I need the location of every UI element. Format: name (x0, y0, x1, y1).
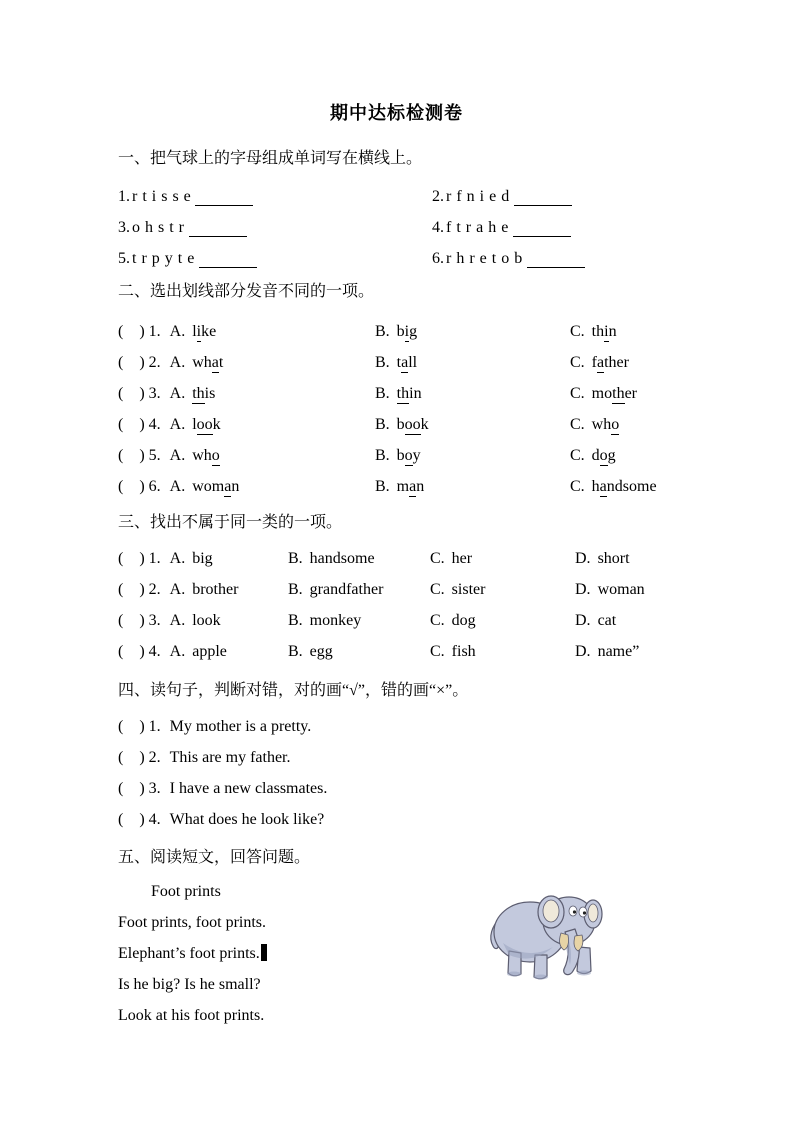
word-post: n (231, 478, 240, 495)
word-underlined: a (224, 478, 232, 495)
answer-blank[interactable] (195, 188, 253, 206)
option-word: her (451, 550, 473, 567)
answer-blank[interactable] (527, 250, 585, 268)
option-word (397, 447, 421, 466)
option-word: short (597, 550, 630, 567)
option-label: C. (430, 643, 445, 660)
scramble-letters: r t i s s e (132, 188, 192, 205)
unscramble-item (432, 243, 585, 274)
word-post: in (409, 385, 422, 402)
word-underlined: o (211, 447, 220, 464)
option-cell (570, 471, 657, 502)
word-underlined: o (404, 447, 413, 464)
scramble-letters: t r p y t e (132, 250, 195, 267)
section-3-rows (118, 543, 680, 667)
option-cell (430, 574, 485, 605)
passage-line: Is he big? Is he small? (118, 976, 261, 993)
answer-paren[interactable]: ( ) 2. (118, 581, 161, 598)
item-number: 2. (432, 188, 444, 205)
word-pre: wh (192, 354, 212, 371)
text-cursor (261, 944, 267, 961)
option-label: A. (169, 323, 186, 340)
answer-paren[interactable]: ( ) 3. (118, 385, 161, 402)
passage-title: Foot prints (151, 883, 221, 900)
question-cell (118, 574, 238, 605)
option-label: C. (570, 385, 585, 402)
option-word (192, 354, 223, 373)
option-word (397, 478, 425, 497)
passage-line: Look at his foot prints. (118, 1007, 265, 1024)
question-cell (118, 440, 220, 471)
option-cell (575, 636, 639, 667)
option-word: big (192, 550, 213, 567)
word-underlined: oo (404, 416, 421, 433)
word-pre: b (396, 447, 405, 464)
row (118, 181, 680, 212)
option-cell (575, 605, 616, 636)
question-cell (118, 347, 223, 378)
word-pre: l (192, 416, 197, 433)
option-word: grandfather (309, 581, 384, 598)
section-2-heading: 二、选出划线部分发音不同的一项。 (118, 283, 375, 300)
option-cell (570, 409, 619, 440)
row (118, 347, 680, 378)
word-pre: wh (591, 416, 612, 433)
word-underlined: th (396, 385, 410, 402)
word-underlined: th (192, 385, 205, 402)
option-word (592, 323, 617, 342)
row (118, 773, 680, 804)
option-cell (570, 316, 617, 347)
word-post: g (607, 447, 616, 464)
option-cell (375, 378, 422, 409)
option-word (397, 416, 429, 435)
word-pre: t (396, 354, 402, 371)
question-cell (118, 636, 227, 667)
option-word (397, 354, 417, 373)
option-label: A. (169, 581, 186, 598)
row (118, 804, 680, 835)
passage-line: Foot prints, foot prints. (118, 914, 267, 931)
option-cell (570, 347, 629, 378)
section-2-rows (118, 316, 680, 502)
option-label: A. (169, 643, 186, 660)
option-label: A. (169, 550, 186, 567)
option-cell (288, 636, 333, 667)
option-word (592, 385, 637, 404)
option-cell (430, 636, 476, 667)
section-unscramble (118, 148, 680, 274)
word-underlined: i (404, 323, 410, 340)
row (118, 316, 680, 347)
unscramble-item (432, 212, 571, 243)
option-label: A. (169, 612, 186, 629)
answer-blank[interactable] (513, 219, 571, 237)
option-label: D. (575, 581, 591, 598)
question-cell (118, 316, 216, 347)
answer-paren[interactable]: ( ) 2. (118, 749, 161, 766)
option-label: D. (575, 612, 591, 629)
word-post: k (420, 416, 429, 433)
row (118, 605, 680, 636)
word-post: ll (408, 354, 418, 371)
section-3-heading: 三、找出不属于同一类的一项。 (118, 514, 343, 531)
option-label: A. (169, 416, 186, 433)
word-underlined: oo (196, 416, 213, 433)
option-word: cat (597, 612, 617, 629)
option-label: B. (375, 354, 390, 371)
answer-paren[interactable]: ( ) 1. (118, 550, 161, 567)
option-word: monkey (309, 612, 362, 629)
word-post: ndsome (606, 478, 657, 495)
word-post: g (409, 323, 418, 340)
section-odd-one-out (118, 512, 680, 667)
option-cell (288, 543, 375, 574)
option-label: B. (375, 323, 390, 340)
option-word (192, 447, 220, 466)
section-5-heading: 五、阅读短文，回答问题。 (118, 849, 311, 866)
option-cell (288, 574, 383, 605)
option-label: B. (375, 416, 390, 433)
option-cell (575, 543, 630, 574)
option-cell (375, 440, 421, 471)
option-label: C. (570, 478, 585, 495)
option-word: name” (597, 643, 640, 660)
word-post: t (218, 354, 224, 371)
word-pre: th (591, 323, 605, 340)
section-4-rows (118, 711, 680, 835)
word-underlined: i (604, 323, 609, 340)
answer-blank[interactable] (189, 219, 247, 237)
option-label: C. (570, 447, 585, 464)
option-label: B. (288, 612, 303, 629)
option-word: dog (451, 612, 476, 629)
option-word: woman (597, 581, 645, 598)
option-word (397, 385, 422, 404)
question-cell (118, 605, 221, 636)
option-label: B. (375, 478, 390, 495)
option-label: B. (375, 447, 390, 464)
item-number: 1. (118, 188, 130, 205)
scramble-letters: r f n i e d (446, 188, 510, 205)
row (118, 471, 680, 502)
word-pre: mo (591, 385, 613, 402)
row (118, 212, 680, 243)
question-cell (118, 409, 221, 440)
option-label: C. (570, 354, 585, 371)
option-cell (575, 574, 645, 605)
question-cell (118, 471, 239, 502)
option-word (592, 354, 629, 373)
row (118, 440, 680, 471)
word-pre: b (396, 323, 405, 340)
option-cell (375, 347, 417, 378)
word-underlined: o (599, 447, 608, 464)
sentence: What does he look like? (169, 811, 325, 828)
row (118, 543, 680, 574)
option-word: sister (451, 581, 486, 598)
answer-paren[interactable]: ( ) 3. (118, 612, 161, 629)
option-word (192, 416, 220, 435)
option-word (592, 447, 616, 466)
page-title: 期中达标检测卷 (330, 103, 463, 123)
option-word: look (192, 612, 221, 629)
word-underlined: a (597, 354, 605, 371)
word-post: is (204, 385, 216, 402)
answer-paren[interactable]: ( ) 2. (118, 354, 161, 371)
word-pre: wom (192, 478, 225, 495)
word-pre: d (591, 447, 600, 464)
option-label: A. (169, 385, 186, 402)
row (118, 409, 680, 440)
option-cell (375, 409, 429, 440)
unscramble-item (118, 181, 253, 212)
sentence: I have a new classmates. (169, 780, 328, 797)
word-pre: l (192, 323, 197, 340)
word-pre: b (396, 416, 405, 433)
item-number: 4. (432, 219, 444, 236)
option-label: A. (169, 447, 186, 464)
word-post: ther (604, 354, 629, 371)
answer-paren[interactable]: ( ) 1. (118, 718, 161, 735)
option-label: C. (570, 323, 585, 340)
option-label: C. (430, 550, 445, 567)
section-4-heading: 四、读句子，判断对错，对的画“√”，错的画“×”。 (118, 682, 469, 699)
sentence: My mother is a pretty. (169, 718, 312, 735)
word-post: er (624, 385, 638, 402)
unscramble-item (118, 243, 257, 274)
unscramble-item (118, 212, 247, 243)
option-label: C. (430, 612, 445, 629)
row (118, 243, 680, 274)
option-label: A. (169, 478, 186, 495)
scramble-letters: f t r a h e (446, 219, 509, 236)
answer-paren[interactable]: ( ) 3. (118, 780, 161, 797)
answer-paren[interactable]: ( ) 5. (118, 447, 161, 464)
option-cell (430, 543, 472, 574)
option-cell (375, 471, 424, 502)
option-label: A. (169, 354, 186, 371)
option-label: D. (575, 643, 591, 660)
word-underlined: a (599, 478, 607, 495)
question-cell (118, 378, 215, 409)
option-word: brother (192, 581, 239, 598)
elephant-illustration (483, 885, 603, 982)
option-cell (375, 316, 417, 347)
word-pre: m (396, 478, 410, 495)
word-pre: h (591, 478, 600, 495)
option-label: C. (570, 416, 585, 433)
answer-paren[interactable]: ( ) 4. (118, 643, 161, 660)
scramble-letters: o h s t r (132, 219, 185, 236)
option-word: apple (192, 643, 227, 660)
item-number: 3. (118, 219, 130, 236)
word-post: y (412, 447, 421, 464)
word-underlined: a (211, 354, 219, 371)
word-underlined: th (612, 385, 625, 402)
option-label: B. (288, 550, 303, 567)
option-word (592, 478, 657, 497)
option-word (192, 323, 216, 342)
question-cell (118, 543, 213, 574)
answer-paren[interactable]: ( ) 6. (118, 478, 161, 495)
word-post: n (608, 323, 617, 340)
answer-paren[interactable]: ( ) 4. (118, 811, 161, 828)
option-word (192, 385, 215, 404)
word-underlined: a (401, 354, 409, 371)
row (118, 636, 680, 667)
word-post: k (212, 416, 221, 433)
row (118, 574, 680, 605)
word-pre: f (591, 354, 597, 371)
section-pronunciation (118, 281, 680, 502)
option-word: handsome (309, 550, 375, 567)
option-label: D. (575, 550, 591, 567)
passage-line-text: Elephant’s foot prints. (118, 945, 260, 962)
answer-paren[interactable]: ( ) 1. (118, 323, 161, 340)
row (118, 742, 680, 773)
option-label: C. (430, 581, 445, 598)
word-pre: wh (192, 447, 212, 464)
answer-blank[interactable] (514, 188, 572, 206)
option-label: B. (375, 385, 390, 402)
item-number: 6. (432, 250, 444, 267)
scramble-letters: r h r e t o b (446, 250, 523, 267)
word-post: ke (201, 323, 217, 340)
section-1-heading: 一、把气球上的字母组成单词写在横线上。 (118, 150, 423, 167)
option-label: B. (288, 581, 303, 598)
unscramble-item (432, 181, 572, 212)
word-underlined: a (409, 478, 417, 495)
section-1-rows (118, 181, 680, 274)
option-word (592, 416, 620, 435)
item-number: 5. (118, 250, 130, 267)
option-cell (570, 440, 616, 471)
row (118, 378, 680, 409)
option-word (192, 478, 239, 497)
word-underlined: i (196, 323, 202, 340)
answer-paren[interactable]: ( ) 4. (118, 416, 161, 433)
answer-blank[interactable] (199, 250, 257, 268)
section-true-false (118, 680, 680, 835)
option-word: fish (451, 643, 476, 660)
option-cell (430, 605, 476, 636)
sentence: This are my father. (169, 749, 291, 766)
word-post: n (416, 478, 425, 495)
option-word (397, 323, 417, 342)
row (118, 711, 680, 742)
option-word: egg (309, 643, 333, 660)
option-cell (288, 605, 361, 636)
option-label: B. (288, 643, 303, 660)
word-underlined: o (611, 416, 620, 433)
option-cell (570, 378, 637, 409)
